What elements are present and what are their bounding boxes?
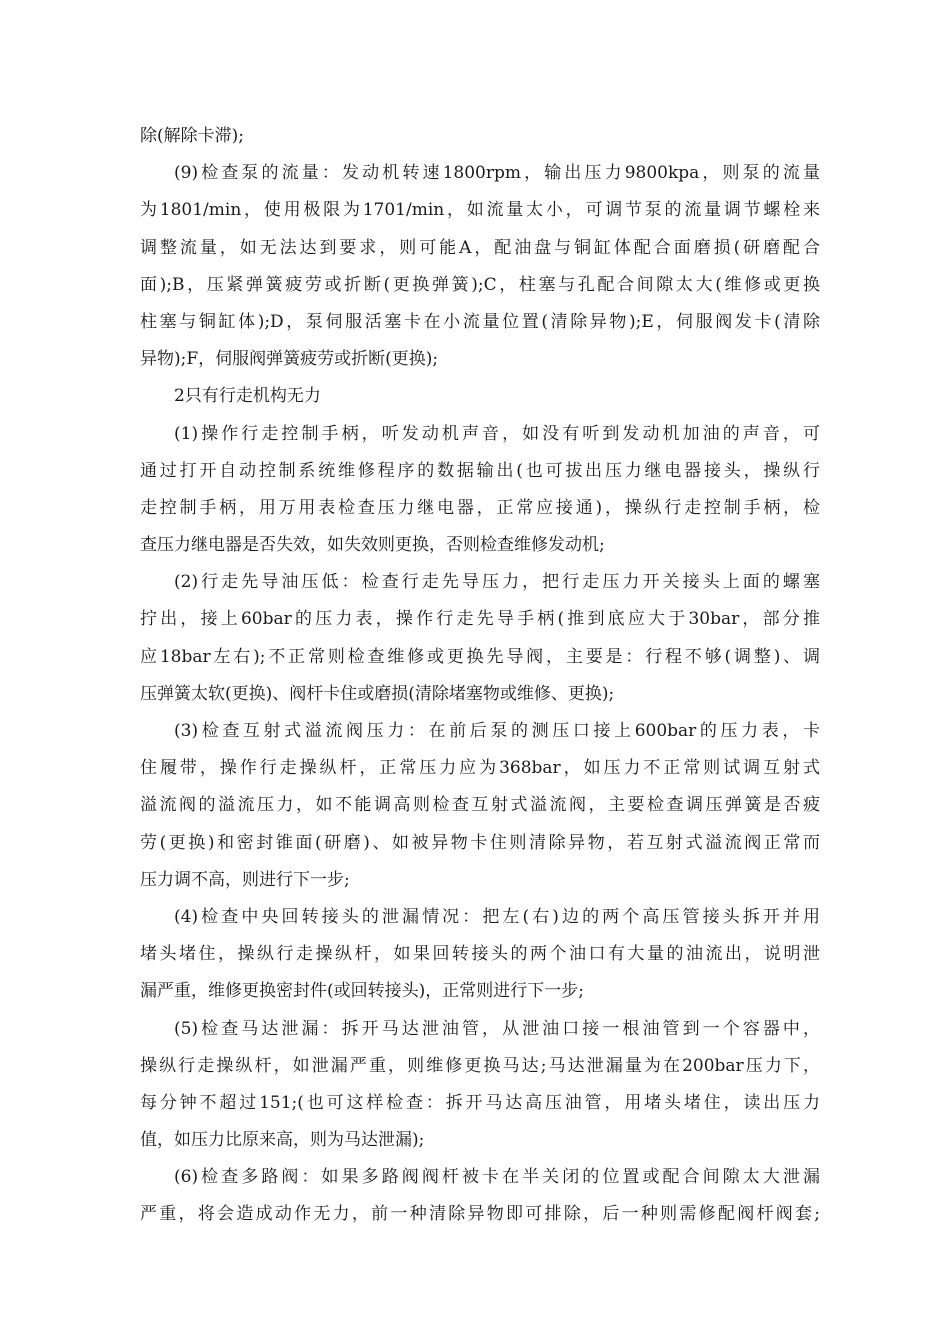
text-line: 值，如压力比原来高，则为马达泄漏); <box>140 1130 425 1151</box>
text-line: 拧出，接上60bar的压力表，操作行走先导手柄(推到底应大于30bar，部分推 <box>140 609 820 630</box>
text-line: 住履带，操作行走操纵杆，正常压力应为368bar，如压力不正常则试调互射式 <box>140 758 820 779</box>
text-line: 应18bar左右);不正常则检查维修或更换先导阀，主要是：行程不够(调整)、调 <box>140 646 820 667</box>
text-line: 面);B，压紧弹簧疲劳或折断(更换弹簧);C，柱塞与孔配合间隙太大(维修或更换 <box>140 274 820 295</box>
section-heading: 2只有行走机构无力 <box>174 386 321 407</box>
text-line: 漏严重，维修更换密封件(或回转接头)，正常则进行下一步; <box>140 981 584 1002</box>
text-line: 除(解除卡滞); <box>140 126 244 146</box>
text-line: (1)操作行走控制手柄，听发动机声音，如没有听到发动机加油的声音，可 <box>174 423 820 444</box>
text-line: (5)检查马达泄漏：拆开马达泄油管，从泄油口接一根油管到一个容器中， <box>174 1018 820 1039</box>
text-line: 每分钟不超过151;(也可这样检查：拆开马达高压油管，用堵头堵住，读出压力 <box>140 1092 820 1113</box>
text-line: 操纵行走操纵杆，如泄漏严重，则维修更换马达;马达泄漏量为在200bar压力下， <box>140 1055 820 1076</box>
text-line: (2)行走先导油压低：检查行走先导压力，把行走压力开关接头上面的螺塞 <box>174 572 820 593</box>
document-body <box>140 118 820 1234</box>
text-line: (6)检查多路阀：如果多路阀阀杆被卡在半关闭的位置或配合间隙太大泄漏 <box>174 1167 820 1188</box>
text-line: 查压力继电器是否失效，如失效则更换，否则检查维修发动机; <box>140 535 605 556</box>
text-line: 溢流阀的溢流压力，如不能调高则检查互射式溢流阀，主要检查调压弹簧是否疲 <box>140 795 820 816</box>
text-line: 压力调不高，则进行下一步; <box>140 869 350 890</box>
text-line: 柱塞与铜缸体);D，泵伺服活塞卡在小流量位置(清除异物);E，伺服阀发卡(清除 <box>140 311 820 332</box>
text-line: 为1801/min，使用极限为1701/min，如流量太小，可调节泵的流量调节螺栓来 <box>140 200 820 221</box>
text-line: 异物);F，伺服阀弹簧疲劳或折断(更换); <box>140 349 439 370</box>
text-line: (4)检查中央回转接头的泄漏情况：把左(右)边的两个高压管接头拆开并用 <box>174 906 820 927</box>
text-line: 劳(更换)和密封锥面(研磨)、如被异物卡住则清除异物，若互射式溢流阀正常而 <box>140 832 820 853</box>
text-line: (9)检查泵的流量：发动机转速1800rpm，输出压力9800kpa，则泵的流量 <box>174 163 820 184</box>
text-line: 严重，将会造成动作无力，前一种清除异物即可排除，后一种则需修配阀杆阀套; <box>140 1204 820 1225</box>
text-line: 通过打开自动控制系统维修程序的数据输出(也可拔出压力继电器接头，操纵行 <box>140 460 820 481</box>
text-line: 堵头堵住，操纵行走操纵杆，如果回转接头的两个油口有大量的油流出，说明泄 <box>140 944 820 965</box>
text-line: 走控制手柄，用万用表检查压力继电器，正常应接通)，操纵行走控制手柄，检 <box>140 497 820 518</box>
text-line: (3)检查互射式溢流阀压力：在前后泵的测压口接上600bar的压力表，卡 <box>174 721 820 741</box>
text-line: 压弹簧太软(更换)、阀杆卡住或磨损(清除堵塞物或维修、更换); <box>140 683 615 704</box>
text-line: 调整流量，如无法达到要求，则可能A，配油盘与铜缸体配合面磨损(研磨配合 <box>140 237 820 258</box>
